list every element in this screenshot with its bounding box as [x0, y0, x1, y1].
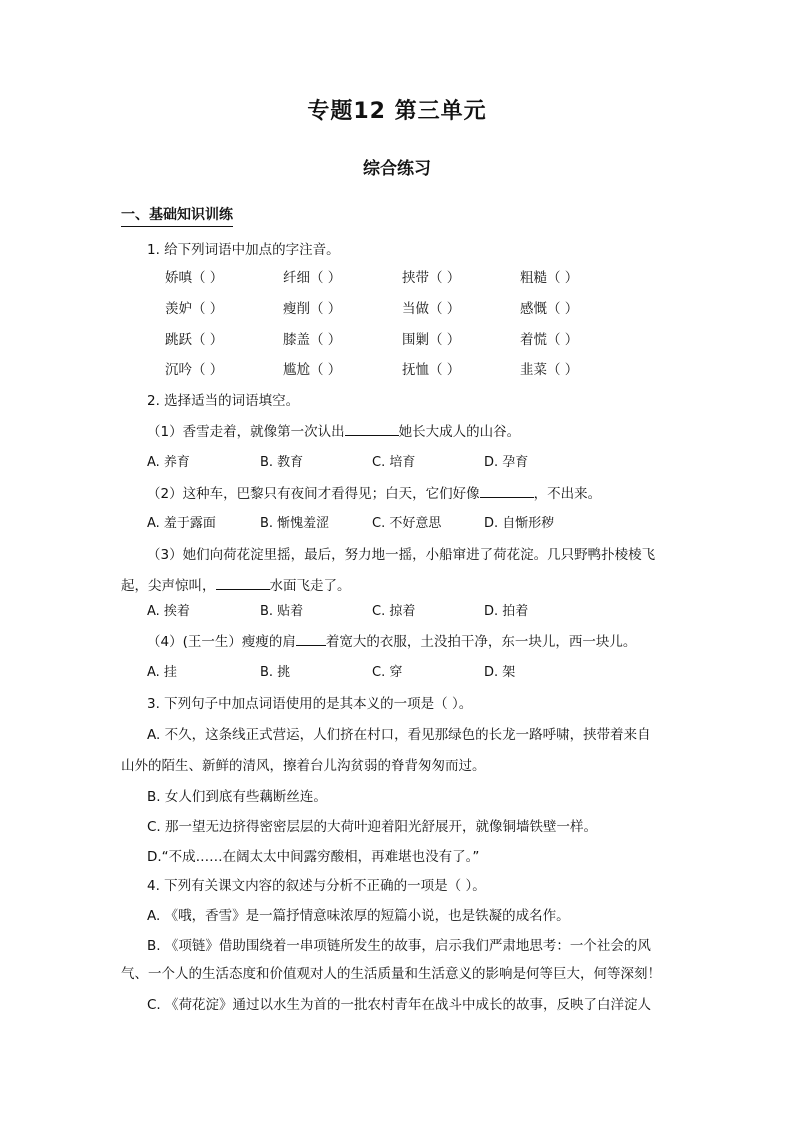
sentence-text: ，不出来。: [533, 486, 602, 502]
sentence-text: （1）香雪走着，就像第一次认出: [147, 424, 345, 440]
option-b[interactable]: B. 贴着: [260, 604, 304, 619]
q2-stem: 2. 选择适当的词语填空。: [147, 393, 300, 409]
fill-blank[interactable]: [296, 631, 326, 646]
vocab-item: 韭菜（ ）: [520, 362, 579, 378]
q3-option-a-line-1[interactable]: A. 不久，这条线正式营运，人们挤在村口，看见那绿色的长龙一路呼啸，挟带着来自: [147, 727, 651, 743]
vocab-item: 沉吟（ ）: [165, 362, 224, 378]
option-d[interactable]: D. 自惭形秽: [484, 516, 555, 531]
sentence-text: （4）(王一生）瘦瘦的肩: [147, 634, 296, 650]
section-heading: 一、基础知识训练: [121, 204, 233, 227]
vocab-item: 抚恤（ ）: [402, 362, 461, 378]
q4-option-b-line-1[interactable]: B. 《项链》借助围绕着一串项链所发生的故事，启示我们严肃地思考：一个社会的风: [147, 938, 651, 954]
option-a[interactable]: A. 羞于露面: [147, 516, 216, 531]
q4-option-b-line-2: 气、一个人的生活态度和价值观对人的生活质量和生活意义的影响是何等巨大，何等深刻！: [121, 966, 661, 982]
option-c[interactable]: C. 培育: [372, 455, 416, 470]
vocab-item: 着慌（ ）: [520, 332, 579, 348]
q3-stem: 3. 下列句子中加点词语使用的是其本义的一项是（ ）。: [147, 696, 473, 712]
option-c[interactable]: C. 掠着: [372, 604, 416, 619]
sentence-text: （2）这种车，巴黎只有夜间才看得见；白天，它们好像: [147, 486, 480, 502]
option-a[interactable]: A. 挂: [147, 665, 177, 680]
sentence-text: 起，尖声惊叫，: [121, 578, 216, 594]
vocab-item: 膝盖（ ）: [283, 332, 342, 348]
q2-sentence-3-line-2: [121, 574, 351, 594]
q2-sentence-3-line-1: （3）她们向荷花淀里摇，最后，努力地一摇，小船窜进了荷花淀。几只野鸭扑棱棱飞: [147, 547, 656, 563]
vocab-item: 当做（ ）: [402, 301, 461, 317]
page-title: 专题12 第三单元: [307, 99, 487, 124]
vocab-item: 挟带（ ）: [402, 270, 461, 286]
q3-option-b[interactable]: B. 女人们到底有些藕断丝连。: [147, 789, 327, 805]
option-a[interactable]: A. 挨着: [147, 604, 190, 619]
vocab-item: 娇嗔（ ）: [165, 270, 224, 286]
option-b[interactable]: B. 挑: [260, 665, 291, 680]
q3-option-d[interactable]: D.“不成……在阔太太中间露穷酸相，再难堪也没有了。”: [147, 849, 480, 865]
vocab-item: 感慨（ ）: [520, 301, 579, 317]
q2-sentence-1: [147, 420, 520, 440]
fill-blank[interactable]: [345, 421, 399, 436]
page-subtitle: 综合练习: [363, 159, 431, 179]
vocab-item: 尴尬（ ）: [283, 362, 342, 378]
option-a[interactable]: A. 养育: [147, 455, 190, 470]
q4-stem: 4. 下列有关课文内容的叙述与分析不正确的一项是（ ）。: [147, 878, 486, 894]
q3-option-c[interactable]: C. 那一望无边挤得密密层层的大荷叶迎着阳光舒展开，就像铜墙铁壁一样。: [147, 819, 598, 835]
option-d[interactable]: D. 孕育: [484, 455, 529, 470]
option-d[interactable]: D. 拍着: [484, 604, 529, 619]
vocab-item: 跳跃（ ）: [165, 332, 224, 348]
vocab-item: 羡妒（ ）: [165, 301, 224, 317]
q3-option-a-line-2: 山外的陌生、新鲜的清风，擦着台儿沟贫弱的脊背匆匆而过。: [121, 758, 486, 774]
vocab-item: 粗糙（ ）: [520, 270, 579, 286]
sentence-text: 她长大成人的山谷。: [398, 424, 521, 440]
option-c[interactable]: C. 穿: [372, 665, 403, 680]
fill-blank[interactable]: [480, 483, 534, 498]
q4-option-a[interactable]: A. 《哦，香雪》是一篇抒情意味浓厚的短篇小说，也是铁凝的成名作。: [147, 908, 570, 924]
vocab-item: 纤细（ ）: [283, 270, 342, 286]
q1-stem: 1. 给下列词语中加点的字注音。: [147, 242, 340, 258]
fill-blank[interactable]: [216, 575, 270, 590]
q2-sentence-2: [147, 482, 601, 502]
vocab-item: 围剿（ ）: [402, 332, 461, 348]
q4-option-c-line-1[interactable]: C. 《荷花淀》通过以水生为首的一批农村青年在战斗中成长的故事，反映了白洋淀人: [147, 997, 652, 1013]
option-b[interactable]: B. 惭愧羞涩: [260, 516, 330, 531]
option-b[interactable]: B. 教育: [260, 455, 304, 470]
sentence-text: 水面飞走了。: [269, 578, 351, 594]
sentence-text: 着宽大的衣服，土没拍干净，东一块儿，西一块儿。: [325, 634, 637, 650]
option-c[interactable]: C. 不好意思: [372, 516, 442, 531]
q2-sentence-4: [147, 630, 636, 650]
option-d[interactable]: D. 架: [484, 665, 516, 680]
vocab-item: 瘦削（ ）: [283, 301, 342, 317]
